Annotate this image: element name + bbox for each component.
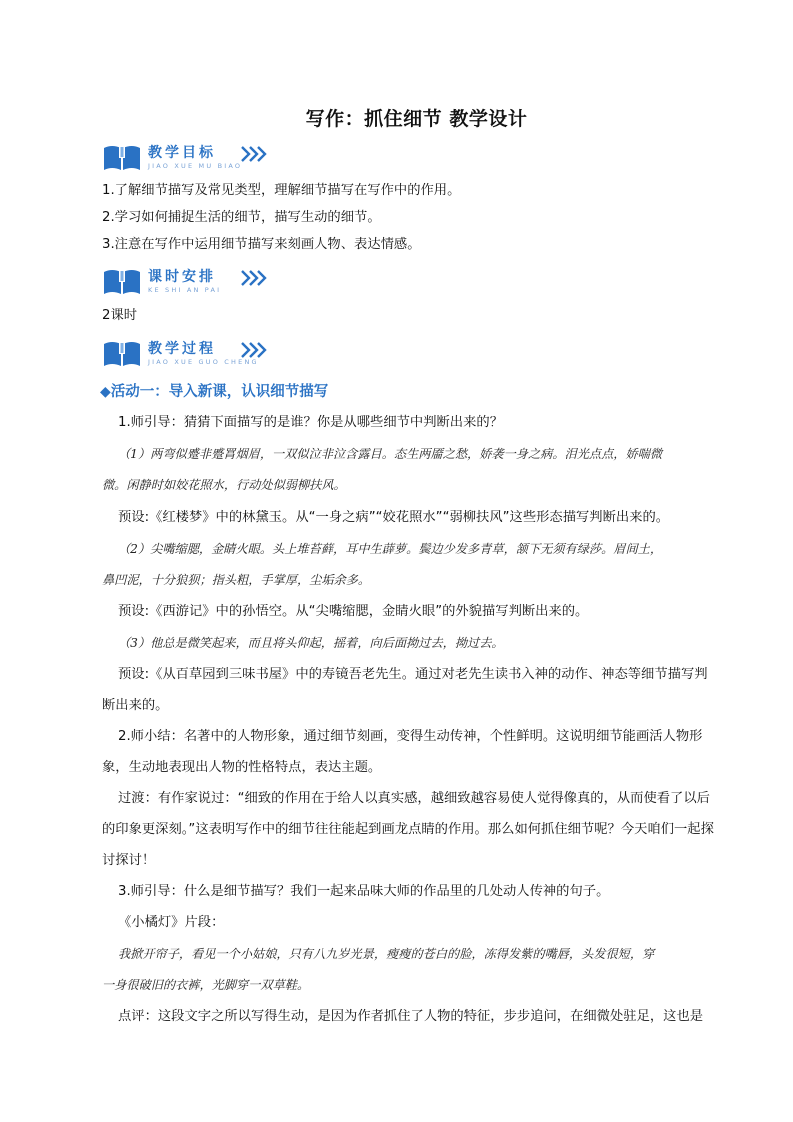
paragraph-line: 过渡：有作家说过：“细致的作用在于给人以真实感，越细致越容易使人觉得像真的，从而使看了以后 <box>118 791 710 806</box>
paragraph-line: 点评：这段文字之所以写得生动，是因为作者抓住了人物的特征，步步追问，在细微处驻足，这也是 <box>118 1009 704 1024</box>
paragraph-line: 预设:《红楼梦》中的林黛玉。从“一身之病”“姣花照水”“弱柳扶风”这些形态描写判断出来的。 <box>118 510 670 525</box>
activity-heading: ◆活动一：导入新课，认识细节描写 <box>100 384 329 400</box>
goal-item: 3.注意在写作中运用细节描写来刻画人物、表达情感。 <box>102 237 421 252</box>
paragraph-line: 断出来的。 <box>102 698 169 713</box>
schedule-text: 2课时 <box>102 308 138 323</box>
paragraph-line: 讨探讨！ <box>102 853 156 868</box>
section-label: 教学过程 <box>148 341 216 357</box>
paragraph-line: 预设:《西游记》中的孙悟空。从“尖嘴缩腮，金睛火眼”的外貌描写判断出来的。 <box>118 604 589 619</box>
triple-chevron-icon <box>240 144 270 164</box>
paragraph-line: 2.师小结：名著中的人物形象，通过细节刻画，变得生动传神，个性鲜明。这说明细节能画活人物形 <box>118 729 703 744</box>
section-pinyin: JIAO XUE MU BIAO <box>148 162 243 170</box>
quote-line: 一身很破旧的衣裤，光脚穿一双草鞋。 <box>102 978 310 992</box>
page-title <box>0 104 793 131</box>
quote-line: （2）尖嘴缩腮，金睛火眼。头上堆苔藓，耳中生薜萝。鬓边少发多青草，颔下无须有绿莎。眉间土， <box>118 542 663 556</box>
section-header-process <box>102 338 282 372</box>
quote-line: （3）他总是微笑起来，而且将头仰起，摇着，向后面拗过去，拗过去。 <box>118 636 504 650</box>
title-sub: 教学设计 <box>449 108 528 130</box>
paragraph-line: 预设:《从百草园到三味书屋》中的寿镜吾老先生。通过对老先生读书入神的动作、神态等细节描写判 <box>118 667 708 682</box>
section-header-goals <box>102 142 282 176</box>
paragraph-line: 象，生动地表现出人物的性格特点，表达主题。 <box>102 760 382 775</box>
book-icon <box>102 268 142 296</box>
section-label: 课时安排 <box>148 269 216 285</box>
diamond-bullet-icon: ◆ <box>100 384 111 400</box>
paragraph-line: 《小橘灯》片段： <box>118 915 225 930</box>
book-icon <box>102 144 142 172</box>
section-header-schedule <box>102 266 282 300</box>
quote-line: （1）两弯似蹙非蹙罥烟眉，一双似泣非泣含露目。态生两靥之愁，娇袭一身之病。泪光点点，娇喘微 <box>118 447 663 461</box>
goal-item: 2.学习如何捕捉生活的细节，描写生动的细节。 <box>102 210 381 225</box>
book-icon <box>102 340 142 368</box>
quote-line: 我掀开帘子，看见一个小姑娘，只有八九岁光景，瘦瘦的苍白的脸，冻得发紫的嘴唇，头发很短，穿 <box>118 947 655 961</box>
quote-line: 鼻凹泥，十分狼狈；指头粗，手掌厚，尘垢余多。 <box>102 573 371 587</box>
triple-chevron-icon <box>240 340 270 360</box>
paragraph-line: 1.师引导：猜猜下面描写的是谁？你是从哪些细节中判断出来的？ <box>118 415 503 430</box>
goal-item: 1.了解细节描写及常见类型，理解细节描写在写作中的作用。 <box>102 183 461 198</box>
paragraph-line: 3.师引导：什么是细节描写？我们一起来品味大师的作品里的几处动人传神的句子。 <box>118 884 610 899</box>
quote-line: 微。闲静时如姣花照水，行动处似弱柳扶风。 <box>102 478 346 492</box>
section-label: 教学目标 <box>148 145 216 161</box>
section-pinyin: JIAO XUE GUO CHENG <box>148 358 259 366</box>
triple-chevron-icon <box>240 268 270 288</box>
title-main: 写作：抓住细节 <box>305 108 443 130</box>
paragraph-line: 的印象更深刻。”这表明写作中的细节往往能起到画龙点睛的作用。那么如何抓住细节呢？今天咱们一起探 <box>102 822 714 837</box>
section-pinyin: KE SHI AN PAI <box>148 286 222 294</box>
